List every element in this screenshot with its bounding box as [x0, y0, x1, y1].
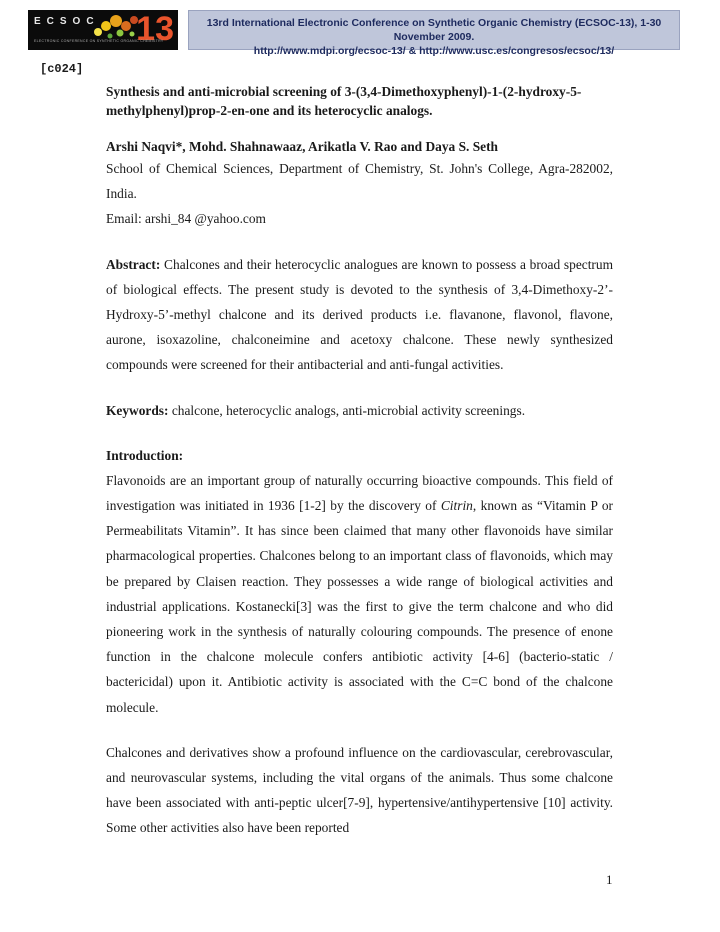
logo-subtitle: ELECTRONIC CONFERENCE ON SYNTHETIC ORGANIC CHEMISTRY [34, 39, 164, 43]
author-list: Arshi Naqvi*, Mohd. Shahnawaaz, Arikatla V. Rao and Daya S. Seth [106, 139, 499, 154]
banner-line-1: 13rd International Electronic Conference on Synthetic Organic Chemistry (ECSOC-13), 1-30 November 2009. [206, 17, 662, 43]
intro-p1-italic: Citrin [440, 498, 473, 514]
keywords-label: Keywords: [106, 402, 169, 418]
spacer [106, 423, 613, 443]
paper-code: [c024] [40, 62, 84, 76]
logo-number: 13 [136, 10, 174, 48]
abstract-paragraph [106, 252, 613, 378]
abstract-label: Abstract: [106, 256, 161, 272]
conference-banner [188, 10, 680, 57]
banner-line-2: http://www.mdpi.org/ecsoc-13/ & http://www.usc.es/congresos/ecsoc/13/ [253, 45, 615, 57]
paper-body [106, 82, 613, 841]
keywords-text: chalcone, heterocyclic analogs, anti-microbial activity screenings. [168, 402, 526, 418]
spacer [106, 378, 613, 398]
conference-header [28, 10, 680, 57]
abstract-text: Chalcones and their heterocyclic analogues are known to possess a broad spectrum of biological effects. The present study is devoted to the synthesis of 3,4-Dimethoxy-2’-Hydroxy-5’-methyl chalcone and its derived products i.e. flavanone, flavonol, flavone, aurone, isoxazoline, chalconeimine and acetoxy chalcone. These newly synthesized compounds were screened for their antibacterial and anti-fungal activities. [106, 256, 613, 373]
introduction-paragraph-2: Chalcones and derivatives show a profound influence on the cardiovascular, cerebrovascular, and neurovascular systems, including the vital organs of the animals. Thus some chalcone have been associated with anti-peptic ulcer[7-9], hypertensive/antihypertensive [10] activity. Some other activities also have been reported [106, 744, 613, 836]
affiliation: School of Chemical Sciences, Department of Chemistry, St. John's College, Agra-282002, India. [106, 161, 613, 202]
keywords-paragraph [106, 398, 613, 423]
paper-title: Synthesis and anti-microbial screening of 3-(3,4-Dimethoxyphenyl)-1-(2-hydroxy-5-methylphenyl)prop-2-en-one and its heterocyclic analogs. [106, 84, 582, 118]
intro-p1-text-b: , known as “Vitamin P or Permeabilitats Vitamin”. It has since been claimed that many other flavonoids have similar pharmacological properties. Chalcones belong to an important class of flavonoids, which may be prepared by Claisen reaction. They possesses a wide range of biological activities and industrial applications. Kostanecki[3] was the first to give the term chalcone and who did pioneering work in the synthesis of naturally colouring compounds. The presence of enone function in the chalcone molecule confers antibiotic activity [4-6] (bacterio-static / bactericidal) upon it. Antibiotic activity is associated with the C=C bond of the chalcone molecule. [106, 498, 613, 715]
page-number: 1 [606, 872, 613, 887]
introduction-heading [106, 443, 613, 468]
introduction-paragraph-1 [106, 468, 613, 720]
intro-p1-text-a: Flavonoids are an important group of naturally occurring bioactive compounds. This field of investigation was initiated in 1936 [1-2] by the discovery of [106, 472, 613, 514]
email: Email: arshi_84 @yahoo.com [106, 211, 266, 227]
logo-wordmark: ECSOC [34, 16, 100, 27]
ecsoc-logo [28, 10, 178, 50]
introduction-heading-text: Introduction: [106, 447, 184, 463]
spacer [106, 232, 613, 252]
spacer [106, 720, 613, 740]
